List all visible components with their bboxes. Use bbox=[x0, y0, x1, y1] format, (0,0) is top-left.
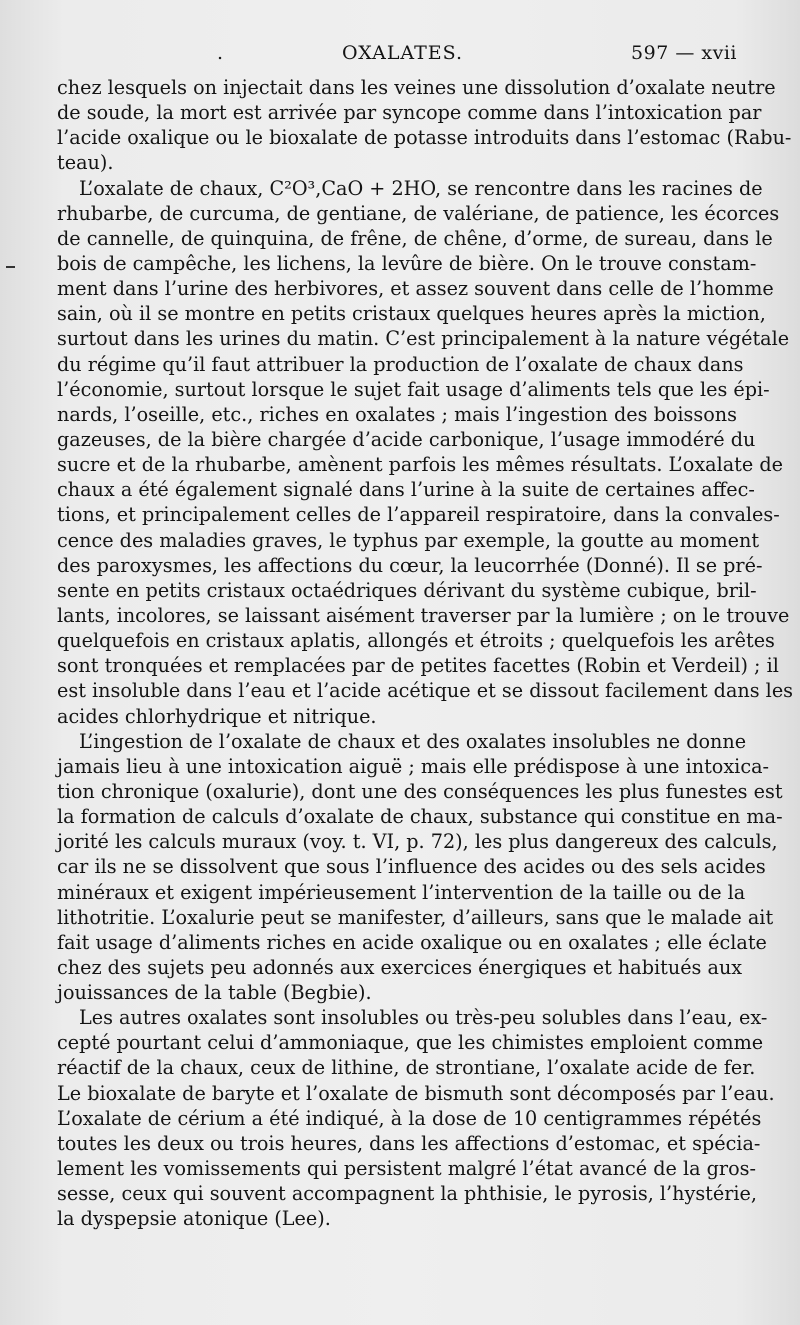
text-line: la formation de calculs d’oxalate de chaux, substance qui constitue en ma- bbox=[57, 805, 783, 829]
text-line: réactif de la chaux, ceux de lithine, de strontiane, l’oxalate acide de fer. bbox=[57, 1056, 756, 1080]
text-line: L’oxalate de cérium a été indiqué, à la dose de 10 centigrammes répétés bbox=[57, 1106, 762, 1130]
text-line: est insoluble dans l’eau et l’acide acétique et se dissout facilement dans les bbox=[57, 679, 794, 703]
text-line: Le bioxalate de baryte et l’oxalate de bismuth sont décomposés par l’eau. bbox=[57, 1081, 775, 1105]
text-line: chez des sujets peu adonnés aux exercices énergiques et habitués aux bbox=[57, 955, 743, 979]
text-line: fait usage d’aliments riches en acide oxalique ou en oxalates ; elle éclate bbox=[57, 930, 767, 954]
text-line: bois de campêche, les lichens, la levûre de bière. On le trouve constam- bbox=[57, 251, 757, 275]
text-line: sain, où il se montre en petits cristaux quelques heures après la miction, bbox=[57, 302, 766, 326]
text-line: l’économie, surtout lorsque le sujet fait usage d’aliments tels que les épi- bbox=[57, 377, 770, 401]
text-line: sont tronquées et remplacées par de petites facettes (Robin et Verdeil) ; il bbox=[57, 654, 779, 678]
text-line: quelquefois en cristaux aplatis, allongés et étroits ; quelquefois les arêtes bbox=[57, 629, 775, 653]
text-line: nards, l’oseille, etc., riches en oxalates ; mais l’ingestion des boissons bbox=[57, 402, 737, 426]
page-title: OXALATES. bbox=[342, 42, 464, 64]
text-line: chez lesquels on injectait dans les veines une dissolution d’oxalate neutre bbox=[57, 76, 776, 99]
page-number: 597 — xvii bbox=[631, 42, 737, 64]
text-line: lants, incolores, se laissant aisément traverser par la lumière ; on le trouve bbox=[57, 603, 790, 627]
text-line: cence des maladies graves, le typhus par exemple, la goutte au moment bbox=[57, 528, 760, 552]
text-line: L’oxalate de chaux, C²O³,CaO + 2HO, se rencontre dans les racines de bbox=[79, 176, 763, 200]
text-line: jorité les calculs muraux (voy. t. VI, p. 72), les plus dangereux des calculs, bbox=[57, 830, 778, 854]
text-line: jamais lieu à une intoxication aiguë ; mais elle prédispose à une intoxica- bbox=[57, 754, 769, 778]
header-dot: . bbox=[217, 42, 224, 64]
text-line: sesse, ceux qui souvent accompagnent la phthisie, le pyrosis, l’hystérie, bbox=[57, 1182, 758, 1206]
text-line: chaux a été également signalé dans l’urine à la suite de certaines affec- bbox=[57, 478, 755, 502]
text-line: car ils ne se dissolvent que sous l’influence des acides ou des sels acides bbox=[57, 855, 766, 879]
text-line: jouissances de la table (Begbie). bbox=[57, 981, 372, 1005]
text-line: la dyspepsie atonique (Lee). bbox=[57, 1207, 331, 1231]
text-line: minéraux et exigent impérieusement l’intervention de la taille ou de la bbox=[57, 880, 746, 904]
text-line: tions, et principalement celles de l’appareil respiratoire, dans la convales- bbox=[57, 503, 780, 527]
text-line: de soude, la mort est arrivée par syncope comme dans l’intoxication par bbox=[57, 101, 762, 125]
text-line: cepté pourtant celui d’ammoniaque, que les chimistes emploient comme bbox=[57, 1031, 764, 1055]
text-line: sente en petits cristaux octaédriques dérivant du système cubique, bril- bbox=[57, 578, 757, 602]
text-line: du régime qu’il faut attribuer la production de l’oxalate de chaux dans bbox=[57, 352, 744, 376]
text-line: des paroxysmes, les affections du cœur, la leucorrhée (Donné). Il se pré- bbox=[57, 553, 763, 577]
text-line: Les autres oxalates sont insolubles ou très-peu solubles dans l’eau, ex- bbox=[79, 1006, 768, 1030]
text-line: l’acide oxalique ou le bioxalate de potasse introduits dans l’estomac (Rabu- bbox=[57, 126, 792, 150]
margin-dash-mark bbox=[6, 266, 15, 268]
text-line: gazeuses, de la bière chargée d’acide carbonique, l’usage immodéré du bbox=[57, 427, 756, 451]
body-text bbox=[57, 75, 794, 1231]
text-line: rhubarbe, de curcuma, de gentiane, de valériane, de patience, les écorces bbox=[57, 201, 780, 225]
text-line: tion chronique (oxalurie), dont une des conséquences les plus funestes est bbox=[57, 779, 783, 803]
text-line: lithotritie. L’oxalurie peut se manifester, d’ailleurs, sans que le malade ait bbox=[57, 905, 774, 929]
text-line: lement les vomissements qui persistent malgré l’état avancé de la gros- bbox=[57, 1157, 756, 1181]
text-line: ment dans l’urine des herbivores, et assez souvent dans celle de l’homme bbox=[57, 277, 774, 301]
text-line: surtout dans les urines du matin. C’est principalement à la nature végétale bbox=[57, 327, 790, 351]
text-line: de cannelle, de quinquina, de frêne, de chêne, d’orme, de sureau, dans le bbox=[57, 226, 773, 250]
text-line: toutes les deux ou trois heures, dans les affections d’estomac, et spécia- bbox=[57, 1131, 761, 1155]
text-line: teau). bbox=[57, 151, 114, 175]
text-line: sucre et de la rhubarbe, amènent parfois les mêmes résultats. L’oxalate de bbox=[57, 453, 783, 477]
text-line: L’ingestion de l’oxalate de chaux et des oxalates insolubles ne donne bbox=[79, 729, 747, 753]
running-header bbox=[57, 42, 737, 72]
text-line: acides chlorhydrique et nitrique. bbox=[57, 704, 377, 728]
